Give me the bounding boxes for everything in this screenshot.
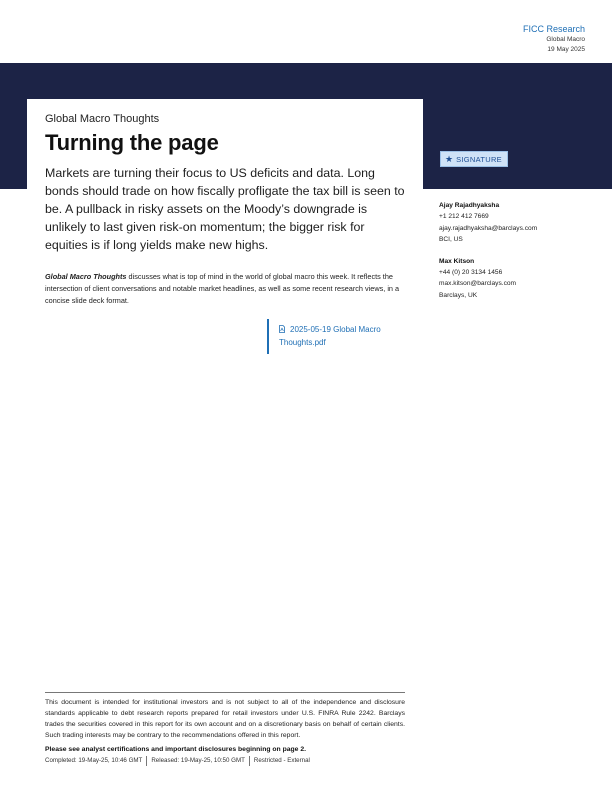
pdf-attachment-link[interactable] [267, 319, 407, 354]
pdf-file-icon [279, 325, 285, 333]
author-list [439, 200, 589, 311]
intro-lead: Global Macro Thoughts [45, 272, 127, 281]
author-email[interactable]: max.kitson@barclays.com [439, 280, 517, 287]
disclaimer-text: This document is intended for institutional investors and is not subject to all of the independence and disclosure standards applicable to debt research reports prepared for retail investors under U.S. FINRA Rule 2242. Barclays trades the securities covered in this report for its own account and on a discretionary basis on behalf of certain clients. Such trading interests may be contrary to the recommendations offered in this report. [45, 699, 405, 739]
footer-disclaimer [45, 692, 405, 766]
author-entry [439, 256, 589, 302]
author-entry [439, 200, 589, 246]
report-date: 19 May 2025 [547, 46, 585, 53]
attachment-filename-line1[interactable]: 2025-05-19 Global Macro [290, 325, 381, 334]
author-phone: +1 212 412 7669 [439, 213, 489, 220]
series-title: Global Macro Thoughts [45, 113, 160, 125]
status-line [45, 756, 405, 766]
summary-text: Markets are turning their focus to US deficits and data. Long bonds should trade on how fiscally profligate the tax bill is seen to be. A pullback in risky assets on the Moody’s downgrade is unlikely to last given risk-on momentum; the bigger risk for equities is if long yields make new highs. [45, 166, 405, 252]
classification-label: Restricted - External [249, 756, 314, 766]
author-entity: BCI, US [439, 236, 463, 243]
author-email[interactable]: ajay.rajadhyaksha@barclays.com [439, 224, 538, 232]
department-label: FICC Research [522, 24, 585, 34]
author-entity: Barclays, UK [439, 291, 478, 299]
disclosure-notice: Please see analyst certifications and important disclosures beginning on page 2. [45, 746, 306, 753]
released-timestamp: Released: 19-May-25, 10:50 GMT [146, 756, 249, 766]
author-name: Max Kitson [439, 257, 475, 265]
category-label: Global Macro [546, 36, 585, 43]
attachment-filename-line2[interactable]: Thoughts.pdf [279, 338, 326, 347]
intro-text: discusses what is top of mind in the world of global macro this week. It reflects the intersection of client conversations and notable market headlines, as well as some recent research views, in a concise slide deck format. [45, 272, 400, 305]
report-meta [523, 23, 585, 55]
author-phone: +44 (0) 20 3134 1456 [439, 268, 503, 276]
page-title: Turning the page [45, 130, 219, 155]
star-icon: ★ [445, 153, 454, 164]
intro-paragraph [45, 271, 405, 307]
signature-badge [440, 151, 508, 167]
author-name: Ajay Rajadhyaksha [439, 202, 500, 209]
completed-timestamp: Completed: 19-May-25, 10:46 GMT [45, 757, 143, 764]
signature-badge-label: SIGNATURE [456, 154, 502, 164]
